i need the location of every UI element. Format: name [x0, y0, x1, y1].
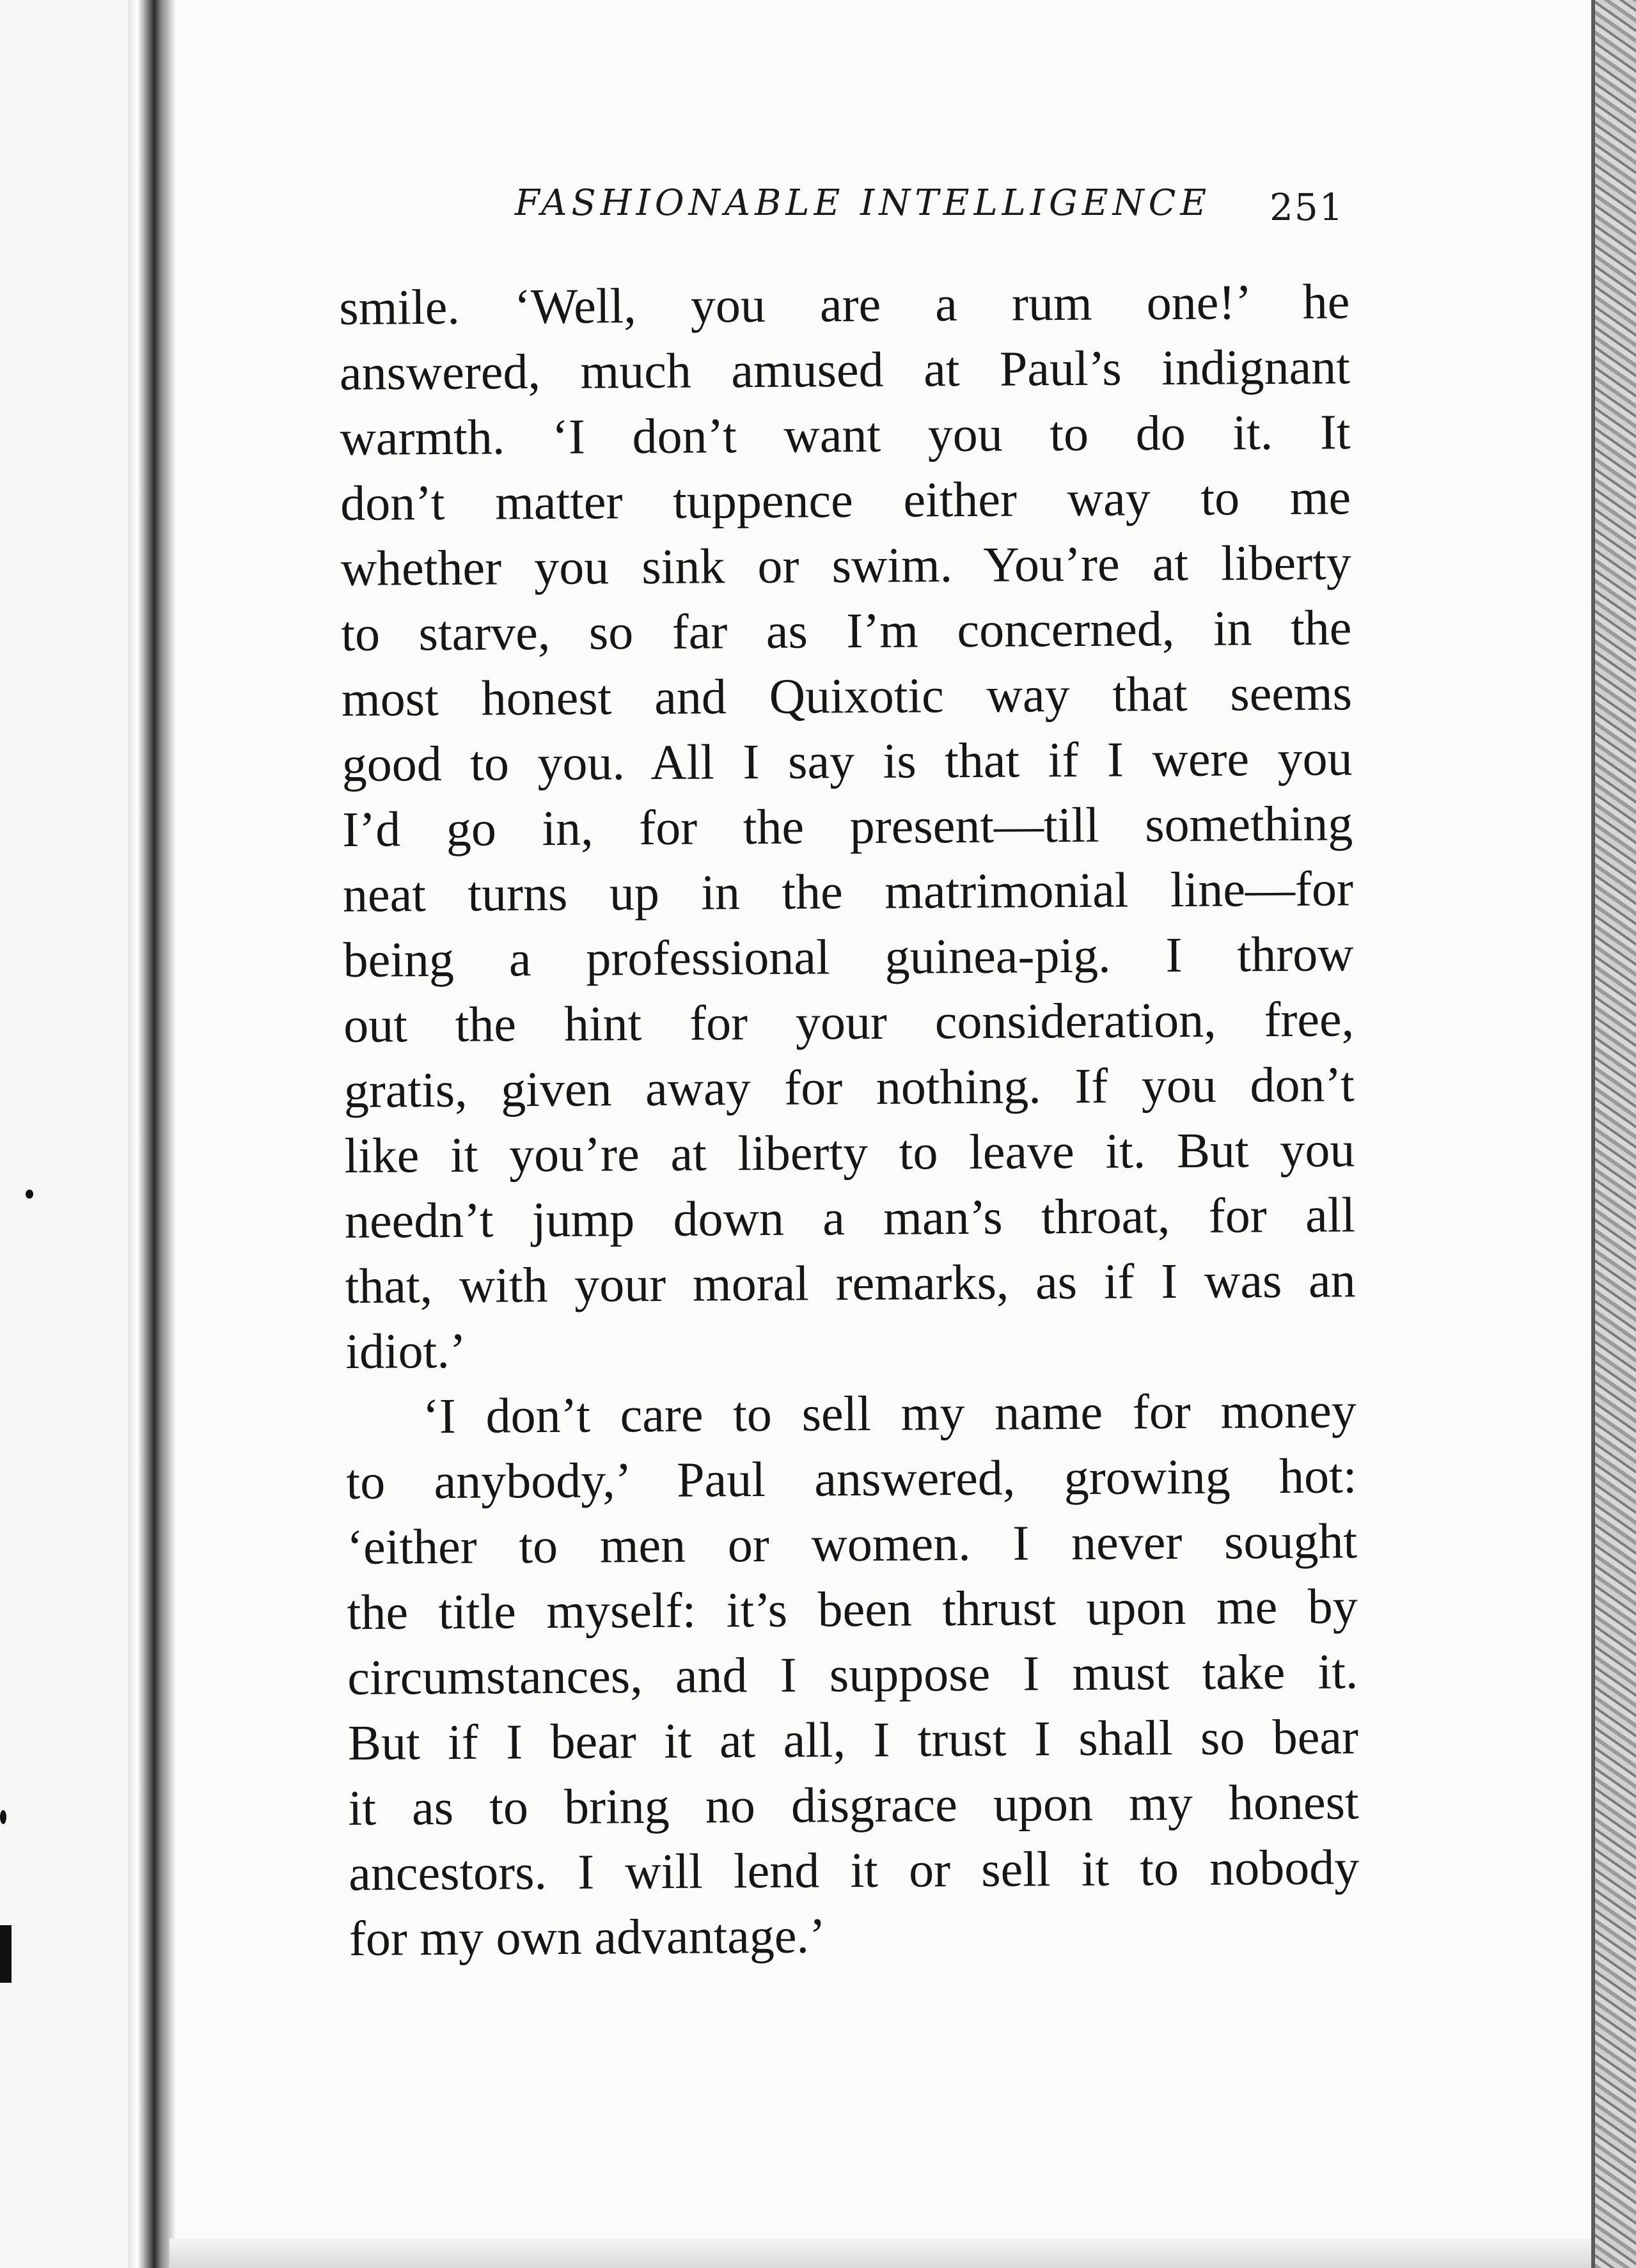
page-number: 251 — [1270, 185, 1344, 229]
text-line: most honest and Quixotic way that seems — [341, 665, 1353, 727]
text-line: it as to bring no disgrace upon my honest — [348, 1774, 1359, 1836]
page-edge-texture — [1591, 0, 1636, 2268]
text-line: neat turns up in the matrimonial line—for — [342, 860, 1354, 922]
text-line: whether you sink or swim. You’re at liberty — [340, 534, 1352, 596]
facing-page — [0, 0, 131, 2268]
scan-speck — [0, 1810, 6, 1824]
text-line: being a professional guinea-pig. I throw — [343, 925, 1354, 988]
text-line: ‘either to men or women. I never sought — [346, 1513, 1358, 1575]
text-line: needn’t jump down a man’s throat, for all — [344, 1186, 1356, 1248]
body-text — [339, 269, 1360, 1971]
text-line: to starve, so far as I’m concerned, in the — [341, 599, 1352, 661]
page-bottom-shadow — [169, 2239, 1591, 2268]
text-line: the title myself: it’s been thrust upon me by — [347, 1578, 1358, 1640]
facing-page-glyph — [0, 1925, 12, 1983]
text-line: smile. ‘Well, you are a rum one!’ he — [339, 273, 1350, 335]
text-line: But if I bear it at all, I trust I shall so bear — [347, 1708, 1359, 1770]
text-line: that, with your moral remarks, as if I was an — [345, 1252, 1356, 1314]
text-line: to anybody,’ Paul answered, growing hot: — [346, 1447, 1357, 1509]
text-line: like it you’re at liberty to leave it. But you — [344, 1121, 1355, 1183]
text-line: answered, much amused at Paul’s indignant — [339, 338, 1351, 400]
text-line: ancestors. I will lend it or sell it to nobody — [348, 1839, 1360, 1901]
text-line: don’t matter tuppence either way to me — [340, 469, 1351, 531]
text-line: circumstances, and I suppose I must take it. — [347, 1643, 1358, 1705]
text-line: good to you. All I say is that if I were you — [342, 730, 1353, 792]
scan-speck — [26, 1190, 33, 1199]
text-line: gratis, given away for nothing. If you don’t — [343, 1056, 1355, 1118]
book-gutter — [128, 0, 176, 2268]
text-line: ‘I don’t care to sell my name for money — [422, 1382, 1357, 1444]
text-line: I’d go in, for the present—till something — [342, 795, 1353, 857]
text-line: idiot.’ — [345, 1322, 467, 1379]
text-line: for my own advantage.’ — [349, 1907, 826, 1966]
text-line: warmth. ‘I don’t want you to do it. It — [340, 404, 1351, 466]
text-line: out the hint for your consideration, free, — [343, 991, 1355, 1053]
running-head: FASHIONABLE INTELLIGENCE — [515, 182, 1211, 224]
